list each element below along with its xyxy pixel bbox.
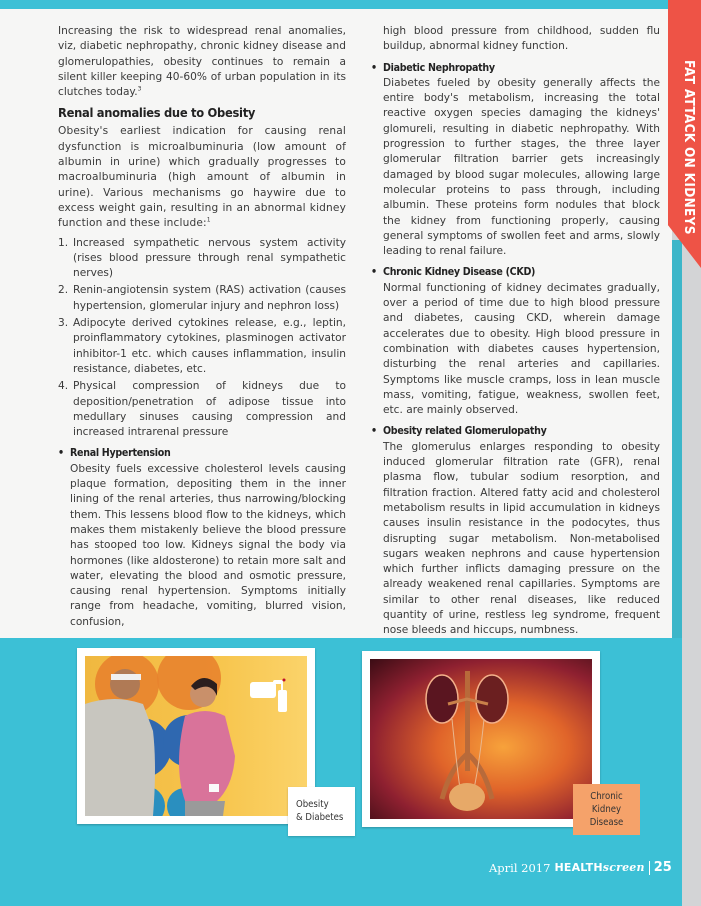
issue-date: April 2017 (489, 860, 551, 875)
page-number: 25 (653, 860, 672, 875)
bullet-glomerulopathy (371, 424, 660, 638)
bullet-dot-icon: • (371, 425, 377, 438)
footnote-ref: 3 (137, 85, 142, 93)
footnote-ref: 1 (206, 216, 211, 224)
list-item: 4. Physical compression of kidneys due to deposition/penetration of adipose tissue into medullary sinuses causing compression and increased intrarenal pressure (58, 380, 346, 439)
list-item: 2. Renin-angiotensin system (RAS) activation (causes hypertension, glomerular injury and nephron loss) (58, 284, 346, 312)
left-column (58, 24, 346, 630)
side-teal-strip (672, 240, 682, 640)
bullet-dot-icon: • (371, 266, 377, 279)
figure-chronic-kidney-disease (362, 651, 600, 827)
bullet-heading: Obesity related Glomerulopathy (383, 425, 547, 438)
bullet-renal-hypertension (58, 446, 346, 630)
magazine-logo: HEALTHscreen (554, 861, 645, 874)
section-tab-label: FAT ATTACK ON KIDNEYS (681, 60, 697, 235)
bullet-body: Obesity fuels excessive cholesterol levels causing plaque formation, depositing them in the inner lining of the renal arteries, thus narrowing/blocking them. This lessens blood flow to the kidneys, which makes them mistakenly believe the blood pressure has stooped too low. Kidneys signal the body via hormones (like aldosterone) to retain more salt and water, elevating the blood and osmotic pressure, causing renal hypertension. Symptoms initially range from headache, vomiting, blurred vision, confusion, (70, 462, 346, 628)
list-item: 3. Adipocyte derived cytokines release, e.g., leptin, proinflammatory cytokines, plasminogen activator inhibitor-1 etc. which causes inflammation, insulin resistance, diabetes, etc. (58, 317, 346, 375)
intro-paragraph: Increasing the risk to widespread renal anomalies, viz, diabetic nephropathy, chronic kidney disease and glomerulopathies, obesity continues to remain a silent killer keeping 40-60% of urban population in its clutches today.$^3$ (58, 25, 346, 99)
list-item: 1. Increased sympathetic nervous system activity (rises blood pressure through renal sympathetic nerves) (58, 236, 346, 280)
bullet-dot-icon: • (371, 61, 377, 74)
section-heading: Renal anomalies due to Obesity (58, 106, 256, 122)
bullet-heading: Diabetic Nephropathy (383, 61, 495, 74)
photo-obesity (85, 656, 307, 816)
top-accent-bar (0, 0, 668, 9)
bullet-diabetic-nephropathy (371, 61, 660, 260)
photo-kidneys (370, 659, 592, 819)
bullet-body: The glomerulus enlarges responding to obesity induced glomerular filtration rate (GFR), renal plasma flow, tubular sodium resorption, and filtration fraction. Altered fatty acid and cholesterol metabolism results in lipid accumulation in kidneys causes insulin resistance in the podocytes, thus disrupting sugar metabolism. Non-metabolised sugars weaken nephrons and cause hypertension which further inflicts damaging pressure on the already weakened renal capillaries. Symptoms are similar to other renal diseases, like reduced quantity of urine, restless leg syndrome, frequent nose bleeds and hiccups, numbness. (383, 440, 660, 637)
bullet-ckd (371, 265, 660, 418)
caption-obesity-diabetes: Obesity & Diabetes (288, 787, 355, 836)
right-column (371, 24, 660, 639)
mechanism-list (58, 236, 346, 441)
glucose-meter-finger-icon (250, 680, 287, 712)
bullet-dot-icon: • (58, 447, 64, 460)
caption-chronic-kidney-disease: Chronic Kidney Disease (573, 784, 640, 835)
page-footer (489, 860, 672, 875)
continuation-paragraph: high blood pressure from childhood, sudden flu buildup, abnormal kidney function. (383, 25, 660, 53)
footer-divider (649, 861, 650, 875)
kidney-illustration (370, 659, 592, 819)
bullet-body: Diabetes fueled by obesity generally affects the entire body's metabolism, increasing the total reactive oxygen species damaging the kidneys' glomureli, resulting in diabetic nephropathy. With progression to further stages, the three layer glomerular filtration barrier gets increasingly damaged by blood sugar molecules, allowing large molecular proteins to pass through, including albumin. These proteins form nodules that block the kidney from functioning properly, causing general symptoms of swollen feet and arms, slowly leading to renal failure. (383, 76, 660, 258)
figure-obesity-diabetes (77, 648, 315, 824)
section-paragraph: Obesity's earliest indication for causing renal dysfunction is microalbuminuria (low amount of albumin in urine) which gradually progresses to macroalbuminuria (high amount of albumin in urine). Various mechanisms go haywire due to excess weight gain, resulting in an abnormal kidney function and these include:$^1$ (58, 125, 346, 230)
bullet-heading: Renal Hypertension (70, 447, 171, 460)
bullet-heading: Chronic Kidney Disease (CKD) (383, 266, 536, 279)
bullet-body: Normal functioning of kidney decimates gradually, over a period of time due to high blood pressure and diabetes, causing CKD, wherein damage accelerates due to obesity. High blood pressure in combination with diabetes causes hypertension, disturbing the renal arteries and capillaries. Symptoms like muscle cramps, loss in lean muscle mass, vomiting, fatigue, weakness, swollen feet, etc. are mainly observed. (383, 281, 660, 417)
obesity-illustration (85, 656, 307, 816)
